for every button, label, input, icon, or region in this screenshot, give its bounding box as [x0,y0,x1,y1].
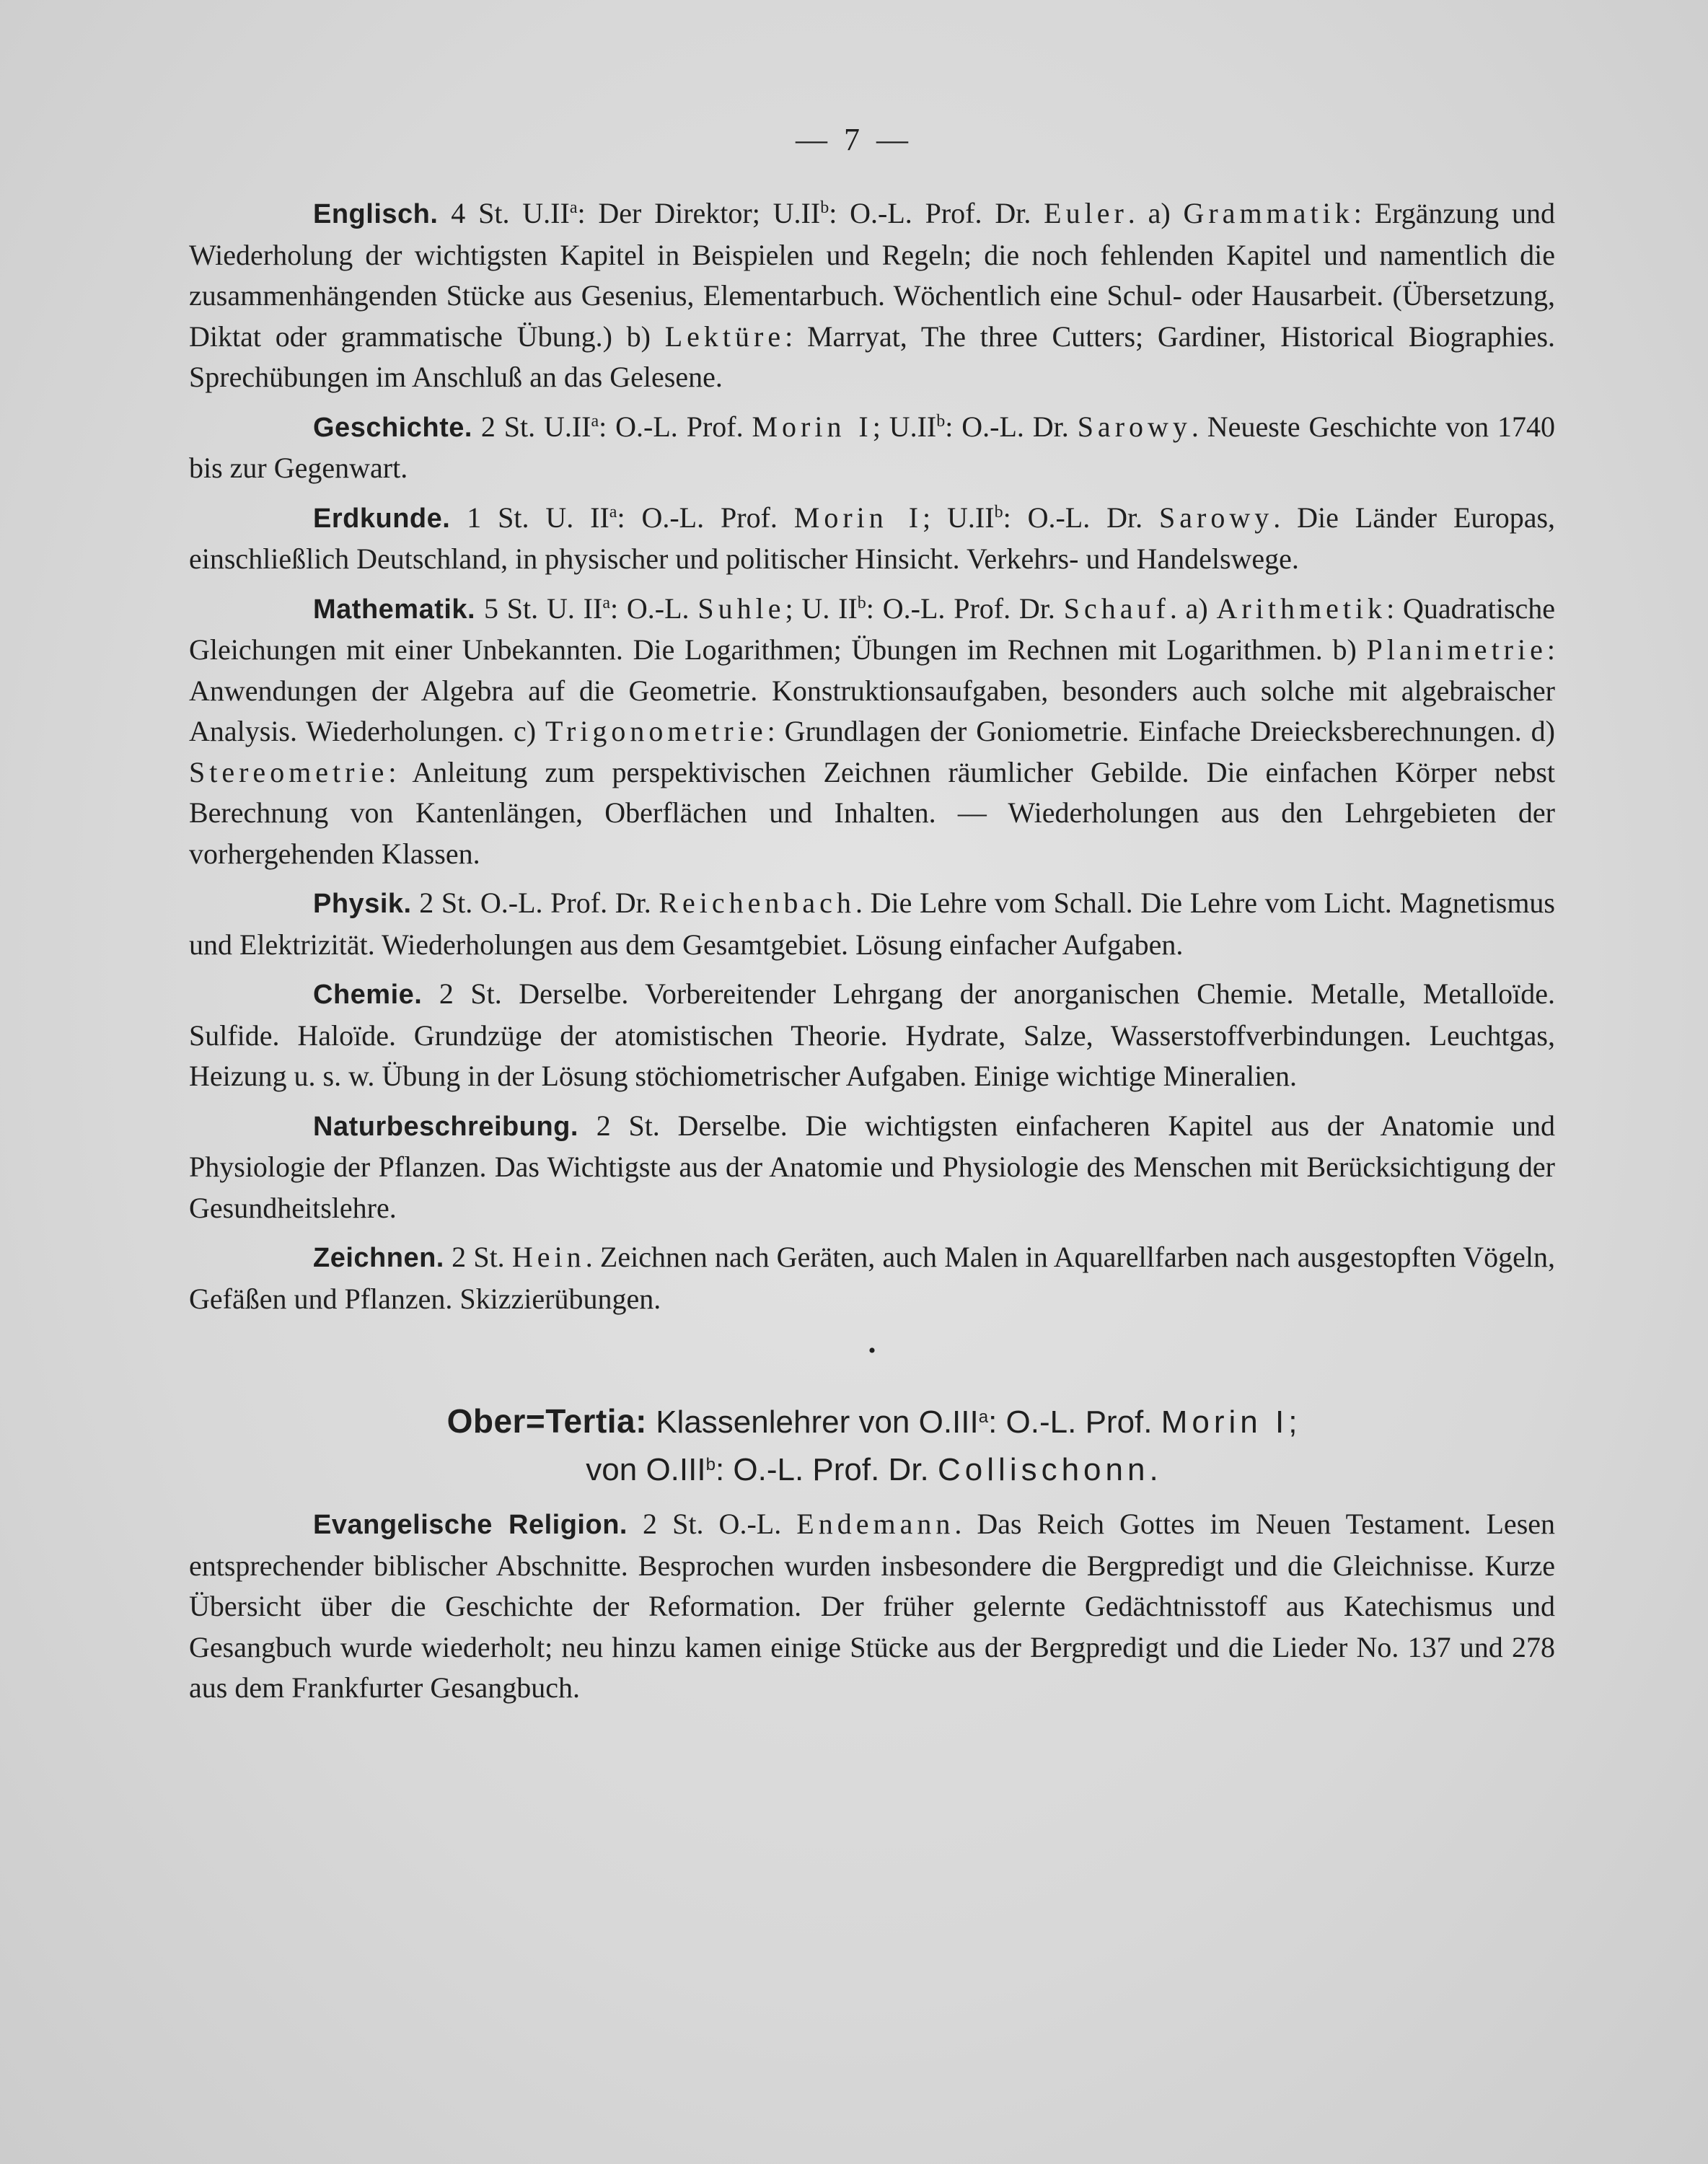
teacher-name: Collischonn [938,1452,1150,1487]
subject-geschichte: Geschichte. 2 St. $U.II^a$: O.-L. Prof. Morin I; $U.II^b$: O.-L. Dr. Sarowy. Neueste Geschichte von 1740 bis zur Gegenwart. [189,410,1556,484]
subject-heading: Erdkunde. [313,503,451,534]
subject-heading: Chemie. [313,980,423,1010]
section-ornament: • [868,1339,876,1363]
section-title-ober-tertia: Ober=Tertia: Klassenlehrer von O.III$^a$: O.-L. Prof. Morin I; von O.III$^b$: O.-L. Prof. Dr. Collischonn. [189,1397,1555,1494]
subject-heading: Mathematik. [313,594,476,625]
teacher-name: Suhle [697,591,785,625]
topic-label: Stereometrie [189,755,389,788]
section-title-line-2: von O.III$^b$: O.-L. Prof. Dr. Collischonn. [586,1452,1158,1487]
subject-evangelische-religion: Evangelische Religion. 2 St. O.-L. Endemann. Das Reich Gottes im Neuen Testament. Lesen entsprechender biblischer Abschnitte. Besprochen wurden insbesondere die Bergpredigt und die Gleichnisse. Kurze Übersicht über die Geschichte der Reformation. Der früher gelernte Gedächtnisstoff aus Katechismus und Gesangbuch wurde wiederholt; neu hinzu kamen einige Stücke aus der Bergpredigt und die Lieder No. 137 und 278 aus dem Frankfurter Gesangbuch. [189,1508,1556,1704]
subject-heading: Englisch. [313,199,439,229]
subject-englisch: Englisch. 4 St. $U.II^a$: Der Direktor; $U.II^b$: O.-L. Prof. Dr. Euler. a) Grammatik: Ergänzung und Wiederholung der wichtigsten Kapitel in Beispielen und Regeln; die noch fehlenden Kapitel und namentlich die zusammenhängenden Stücke aus Gesenius, Elementarbuch. Wöchentlich eine Schul- oder Hausarbeit. (Übersetzung, Diktat oder grammatische Übung.) b) Lektüre: Marryat, The three Cutters; Gardiner, Historical Biographies. Sprechübungen im Anschluß an das Gelesene. [189,197,1556,393]
teacher-name: Euler [1044,197,1128,229]
teacher-name: Morin I [793,501,923,534]
subject-heading: Physik. [313,889,412,919]
teacher-name: Morin I [1161,1404,1289,1440]
teacher-name: Hein [511,1241,586,1273]
subject-heading: Geschichte. [313,412,472,443]
topic-label: Planimetrie [1366,633,1547,666]
topic-label: Arithmetik [1216,591,1387,625]
subject-chemie: Chemie. 2 St. Derselbe. Vorbereitender Lehrgang der anorganischen Chemie. Metalle, Metalloïde. Sulfide. Haloïde. Grundzüge der atomistischen Theorie. Hydrate, Salze, Wasserstoffverbindungen. Leuchtgas, Heizung u. s. w. Übung in der Lösung stöchiometrischer Aufgaben. Einige wichtige Mineralien. [189,977,1555,1092]
teacher-name: Morin I [752,410,873,443]
topic-label: Trigonometrie [545,715,767,747]
subject-mathematik: Mathematik. 5 St. U. $II^a$: O.-L. Suhle; U. $II^b$: O.-L. Prof. Dr. Schauf. a) Arithmetik: Quadratische Gleichungen mit einer Unbekannten. Die Logarithmen; Übungen im Rechnen mit Logarithmen. b) Planimetrie: Anwendungen der Algebra auf die Geometrie. Konstruktionsaufgaben, besonders auch solche mit algebraischer Analysis. Wiederholungen. c) Trigonometrie: Grundlagen der Goniometrie. Einfache Dreiecksberechnungen. d) Stereometrie: Anleitung zum perspektivischen Zeichnen räumlicher Gebilde. Die einfachen Körper nebst Berechnung von Kantenlängen, Oberflächen und Inhalten. — Wiederholungen aus den Lehrgebieten der vorhergehenden Klassen. [189,591,1556,870]
teacher-name: Sarowy [1077,410,1192,443]
topic-label: Lektüre [664,320,785,353]
subject-heading: Naturbeschreibung. [313,1111,578,1142]
section-heading: Ober=Tertia: [446,1402,647,1440]
subject-naturbeschreibung: Naturbeschreibung. 2 St. Derselbe. Die wichtigsten einfacheren Kapitel aus der Anatomie und Physiologie der Pflanzen. Das Wichtigste aus der Anatomie und Physiologie des Menschen mit Berücksichtigung der Gesundheitslehre. [189,1109,1555,1224]
page-number: — 7 — [796,122,912,157]
teacher-name: Endemann [796,1508,955,1540]
subject-physik: Physik. 2 St. O.-L. Prof. Dr. Reichenbach. Die Lehre vom Schall. Die Lehre vom Licht. Magnetismus und Elektrizität. Wiederholungen aus dem Gesamtgebiet. Lösung einfacher Aufgaben. [189,887,1555,961]
subject-zeichnen: Zeichnen. 2 St. Hein. Zeichnen nach Geräten, auch Malen in Aquarellfarben nach ausgestopften Vögeln, Gefäßen und Pflanzen. Skizzierübungen. [189,1241,1556,1315]
teacher-name: Sarowy [1159,501,1274,534]
teacher-name: Schauf [1063,591,1170,625]
main-text [189,193,1555,1717]
teacher-name: Reichenbach [659,887,855,919]
subject-heading: Evangelische Religion. [313,1510,628,1540]
subject-heading: Zeichnen. [313,1243,444,1273]
topic-label: Grammatik [1183,197,1354,229]
subject-erdkunde: Erdkunde. 1 St. U. $II^a$: O.-L. Prof. Morin I; $U.II^b$: O.-L. Dr. Sarowy. Die Länder Europas, einschließlich Deutschland, in physischer und politischer Hinsicht. Verkehrs- und Handelswege. [189,501,1556,575]
